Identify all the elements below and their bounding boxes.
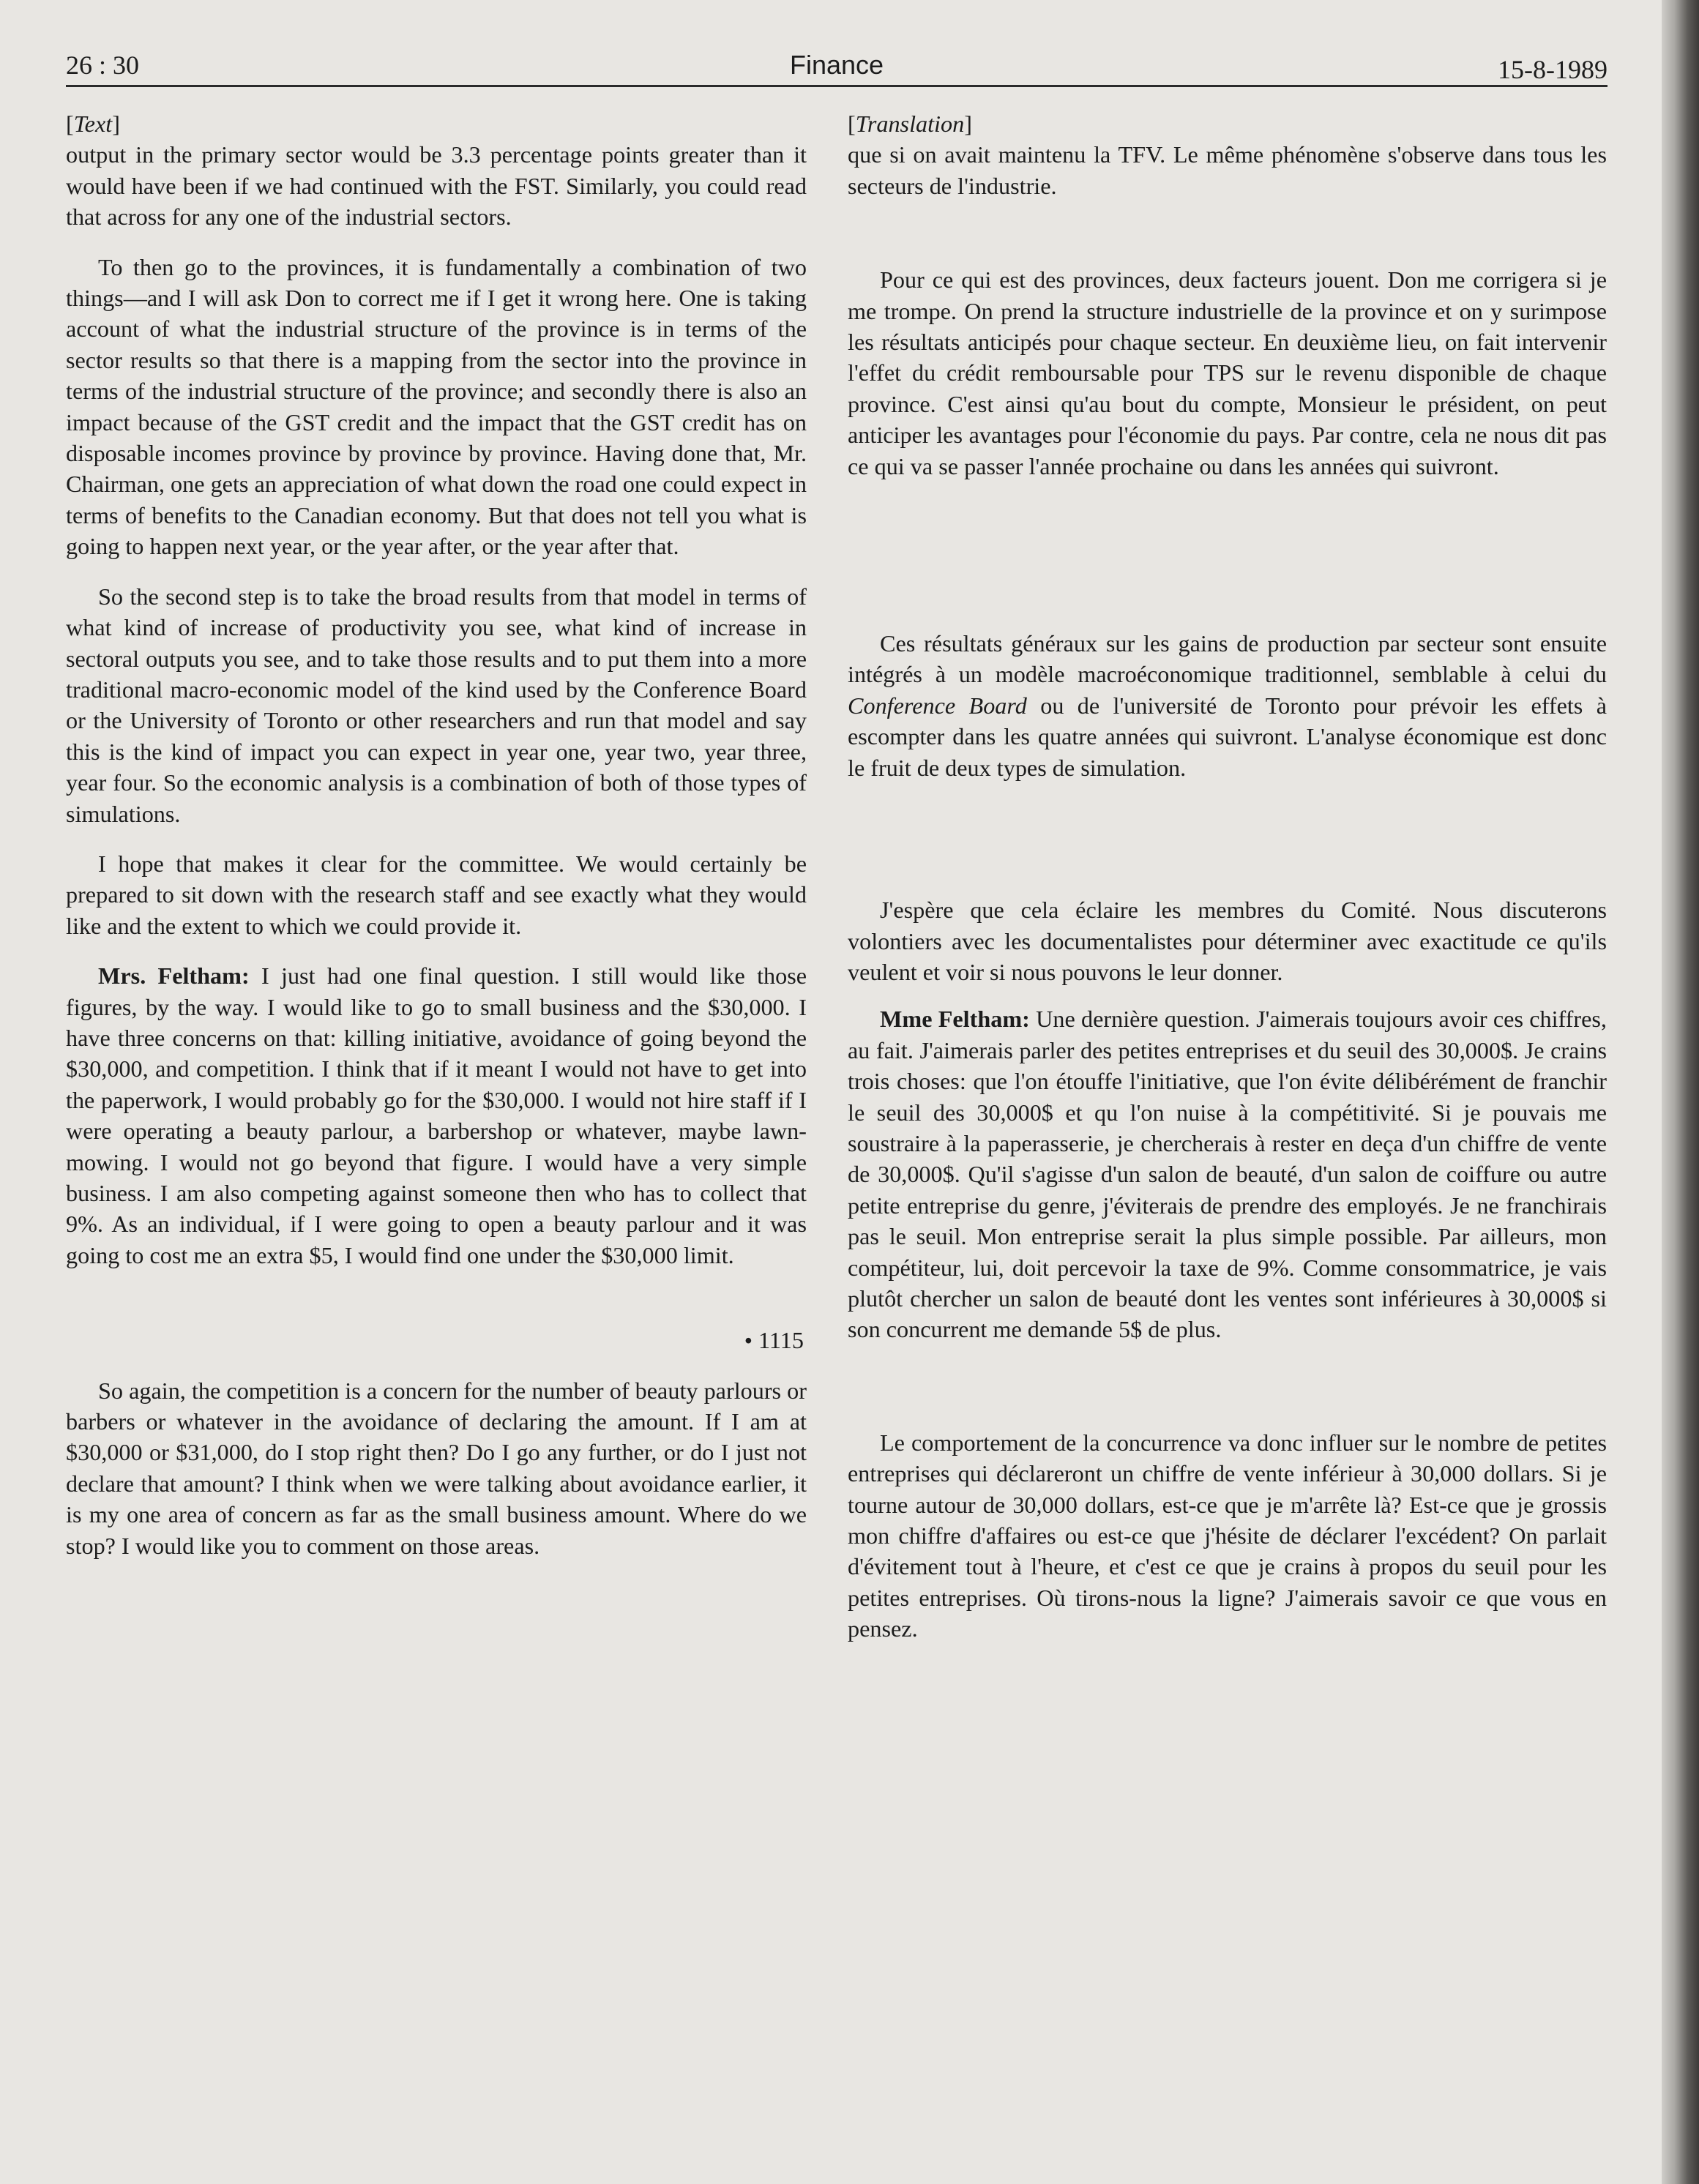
speaker-name: Mrs. Feltham:	[98, 962, 250, 990]
english-column	[66, 108, 807, 1561]
paragraph: Le comportement de la concurrence va donc influer sur le nombre de petites entreprises qui déclareront un chiffre de vente inférieur à 30,000 dollars. Si je tourne autour de 30,000 dollars, est-ce que je m'arrête là? Est-ce que je grossis mon chiffre d'affaires ou est-ce que j'hésite de déclarer l'excédent? On parlait d'évitement tout à l'heure, et c'est ce que je crains à propos du seuil pour les petites entreprises. Où tirons-nous la ligne? J'aimerais savoir ce que vous en pensez.	[848, 1429, 1607, 1642]
paragraph: Pour ce qui est des provinces, deux facteurs jouent. Don me corrigera si je me trompe. On prend la structure industrielle de la province et on y surimpose les résultats anticipés pour chaque secteur. En deuxième lieu, on fait intervenir l'effet du crédit remboursable pour TPS sur le revenu disponible de chaque province. C'est ainsi qu'au bout du compte, Monsieur le président, on peut anticiper les avantages pour l'économie du pays. Par contre, cela ne nous dit pas ce qui va se passer l'année prochaine ou dans les années qui suivront.	[848, 266, 1607, 479]
emphasis: Conference Board	[848, 692, 1027, 719]
paragraph: Mrs. Feltham: I just had one final question. I still would like those figures, by the way. I would like to go to small business and the $30,000. I have three concerns on that: killing initiative, avoidance of going beyond the $30,000, and competition. I think that if it meant I would not have to get into the paperwork, I would probably go for the $30,000. I would not hire staff if I were operating a beauty parlour, a barbershop or whatever, maybe lawn-mowing. I would not go beyond that figure. I would have a very simple business. I am also competing against someone then who has to collect that 9%. As an individual, if I were going to open a beauty parlour and it was going to cost me an extra $5, I would find one under the $30,000 limit.	[66, 962, 807, 1268]
committee-name: Finance	[789, 50, 884, 80]
paragraph: So the second step is to take the broad results from that model in terms of what kind of increase of productivity you see, what kind of increase in sectoral outputs you see, and to take those results and to put them into a more traditional macro-economic model of the kind used by the Conference Board or the University of Toronto or other researchers and run that model and say this is the kind of impact you can expect in year one, year two, year three, year four. So the economic analysis is a combination of both of those types of simulations.	[66, 583, 807, 827]
paragraph: I hope that makes it clear for the committee. We would certainly be prepared to sit down with the research staff and see exactly what they would like and the extent to which we could provide it.	[66, 850, 807, 939]
paragraph: Mme Feltham: Une dernière question. J'aimerais toujours avoir ces chiffres, au fait. J'aimerais parler des petites entreprises et du seuil des 30,000$. Je crains trois choses: que l'on étouffe l'initiative, que l'on évite délibérément de franchir le seuil des 30,000$ et qu l'on nuise à la compétitivité. Si je pouvais me soustraire à la paperasserie, je chercherais à rester en deça d'un chiffre de vente de 30,000$. Qu'il s'agisse d'un salon de beauté, d'un salon de coiffure ou autre petite entreprise du genre, j'éviterais de prendre des employés. Je ne franchirais pas le seuil. Mon entreprise serait la plus simple possible. Par ailleurs, mon compétiteur, lui, doit percevoir la taxe de 9%. Comme consommatrice, je vais plutôt chercher un salon de beauté dont les ventes sont inférieures à 30,000$ si son concurrent me demande 5$ de plus.	[848, 1006, 1607, 1343]
paragraph: Ces résultats généraux sur les gains de production par secteur sont ensuite intégrés à un modèle macroéconomique traditionnel, semblable à celui du Conference Board ou de l'université de Toronto pour prévoir les effets à escompter dans les quatre années qui suivront. L'analyse économique est donc le fruit de deux types de simulation.	[848, 630, 1607, 781]
paragraph: que si on avait maintenu la TFV. Le même phénomène s'observe dans tous les secteurs de l'industrie.	[848, 141, 1607, 199]
paragraph: output in the primary sector would be 3.3 percentage points greater than it would have been if we had continued with the FST. Similarly, you could read that across for any one of the industrial sectors.	[66, 141, 807, 231]
book-spine-shadow	[1662, 0, 1699, 2184]
speaker-name: Mme Feltham:	[880, 1006, 1030, 1033]
date: 15-8-1989	[1498, 55, 1607, 84]
paragraph: So again, the competition is a concern for the number of beauty parlours or barbers or whatever in the avoidance of declaring the amount. If I am at $30,000 or $31,000, do I stop right then? Do I go any further, or do I just not declare that amount? I think when we were talking about avoidance earlier, it is my one area of concern as far as the small business amount. Where do we stop? I would like you to comment on those areas.	[66, 1377, 807, 1559]
page-header	[66, 44, 1607, 87]
time-marker: • 1115	[744, 1327, 804, 1354]
paragraph: J'espère que cela éclaire les membres du Comité. Nous discuterons volontiers avec les documentalistes pour déterminer avec exactitude ce qu'ils veulent et voir si nous pouvons le leur donner.	[848, 897, 1607, 985]
column-label: [Text]	[66, 111, 120, 137]
french-column	[848, 108, 1607, 1645]
column-label: [Translation]	[848, 111, 972, 137]
page-number: 26 : 30	[66, 51, 140, 80]
paragraph: To then go to the provinces, it is fundamentally a combination of two things—and I will ask Don to correct me if I get it wrong here. One is taking account of what the industrial structure of the province is in terms of the sector results so that there is a mapping from the sector into the province in terms of the industrial structure of the province; and secondly there is also an impact because of the GST credit and the impact that the GST credit has on disposable incomes province by province by province. Having done that, Mr. Chairman, one gets an appreciation of what down the road one could expect in terms of benefits to the Canadian economy. But that does not tell you what is going to happen next year, or the year after, or the year after that.	[66, 253, 807, 560]
